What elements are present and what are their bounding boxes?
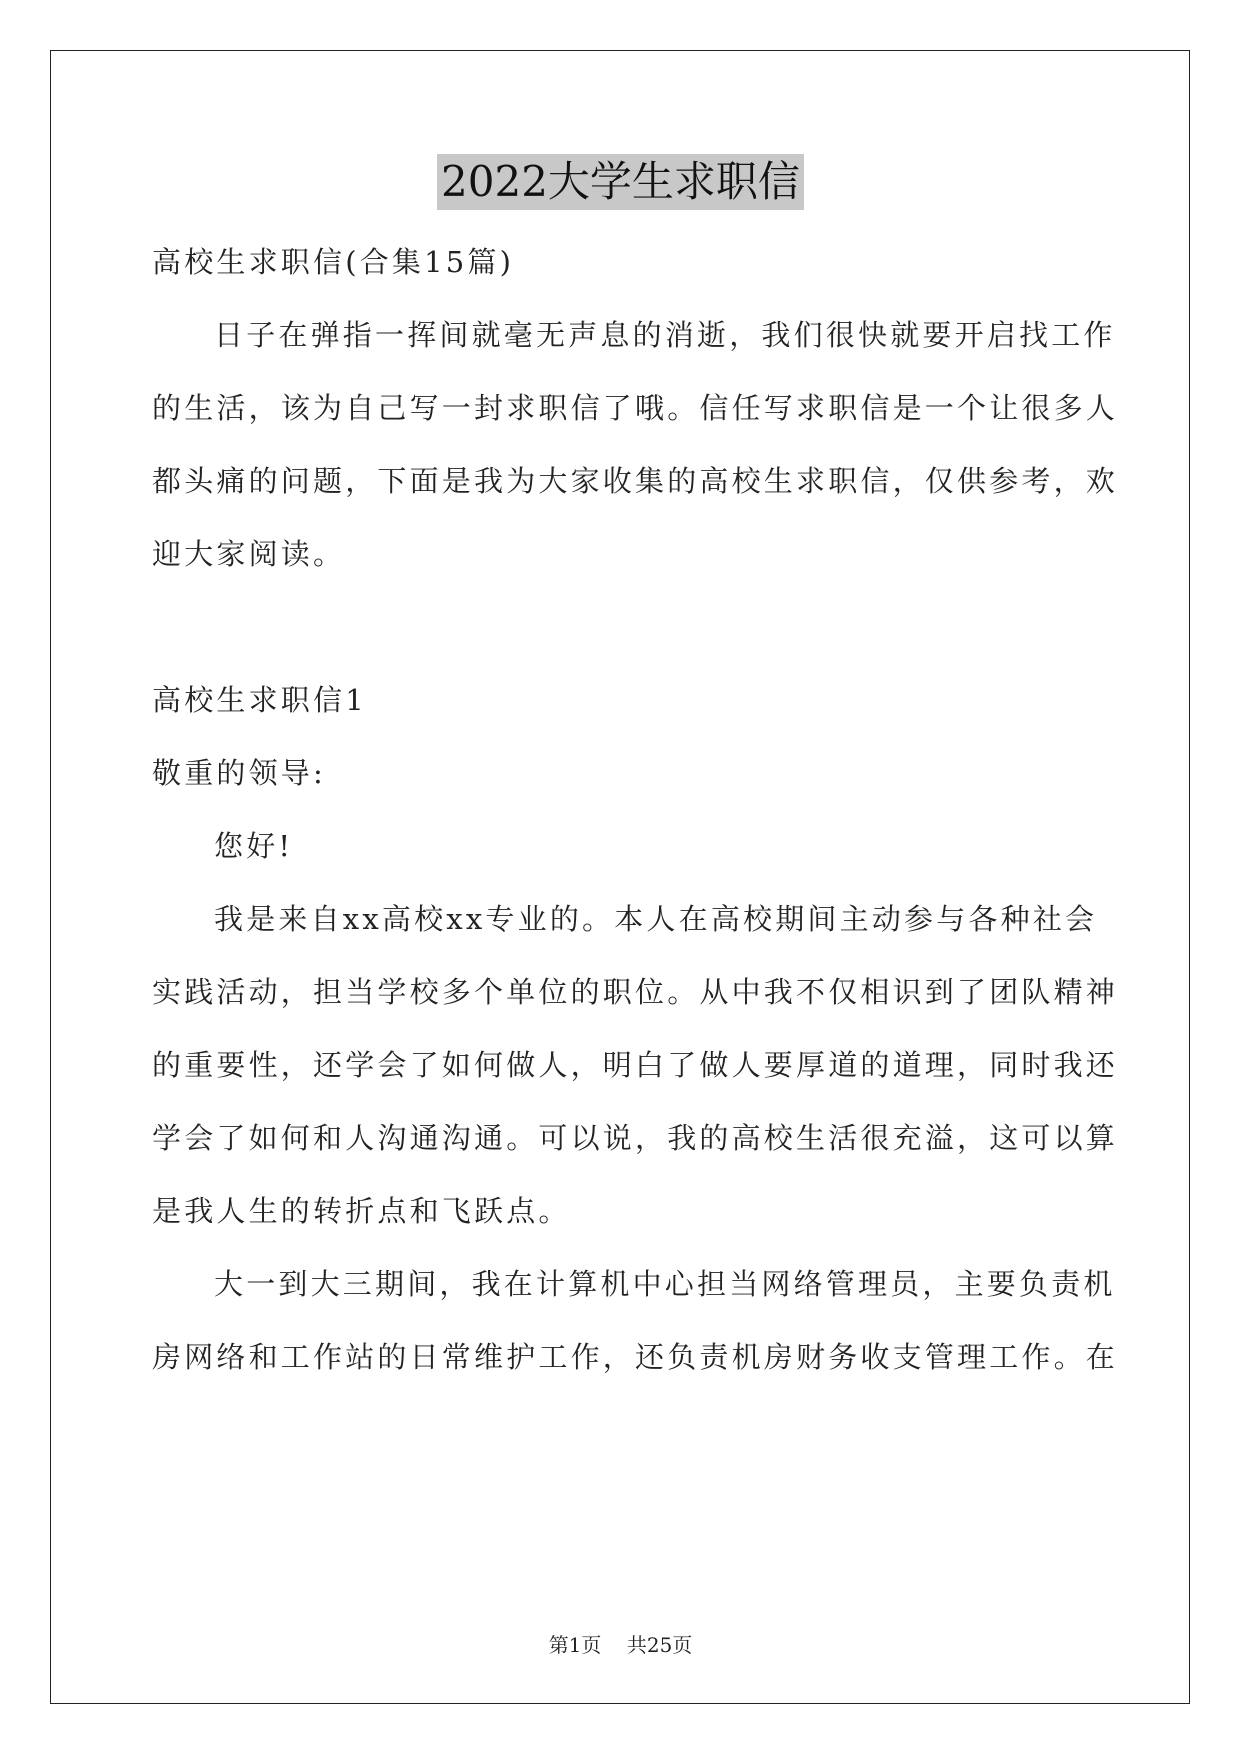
- collection-heading: 高校生求职信(合集15篇): [152, 245, 515, 279]
- body-line-5: 是我人生的转折点和飞跃点。: [152, 1194, 571, 1228]
- total-pages: 共25页: [626, 1633, 693, 1657]
- title-container: [0, 154, 1241, 210]
- body-line-1: 我是来自xx高校xx专业的。本人在高校期间主动参与各种社会: [214, 902, 1098, 936]
- page-number: 第1页: [548, 1633, 602, 1657]
- intro-line-3: 都头痛的问题，下面是我为大家收集的高校生求职信，仅供参考，欢: [152, 464, 1119, 498]
- body-line-7: 房网络和工作站的日常维护工作，还负责机房财务收支管理工作。在: [152, 1340, 1119, 1374]
- intro-line-2: 的生活，该为自己写一封求职信了哦。信任写求职信是一个让很多人: [152, 391, 1119, 425]
- intro-line-1: 日子在弹指一挥间就毫无声息的消逝，我们很快就要开启找工作: [214, 318, 1116, 352]
- document-title: 2022大学生求职信: [437, 154, 804, 210]
- body-line-3: 的重要性，还学会了如何做人，明白了做人要厚道的道理，同时我还: [152, 1048, 1119, 1082]
- page-border: [50, 50, 1190, 1704]
- intro-line-4: 迎大家阅读。: [152, 537, 346, 571]
- page-footer: [0, 1632, 1241, 1658]
- body-line-2: 实践活动，担当学校多个单位的职位。从中我不仅相识到了团队精神: [152, 975, 1119, 1009]
- letter-heading: 高校生求职信1: [152, 683, 367, 717]
- greeting: 您好!: [214, 829, 294, 863]
- body-line-4: 学会了如何和人沟通沟通。可以说，我的高校生活很充溢，这可以算: [152, 1121, 1119, 1155]
- body-line-6: 大一到大三期间，我在计算机中心担当网络管理员，主要负责机: [214, 1267, 1116, 1301]
- salutation: 敬重的领导:: [152, 756, 326, 790]
